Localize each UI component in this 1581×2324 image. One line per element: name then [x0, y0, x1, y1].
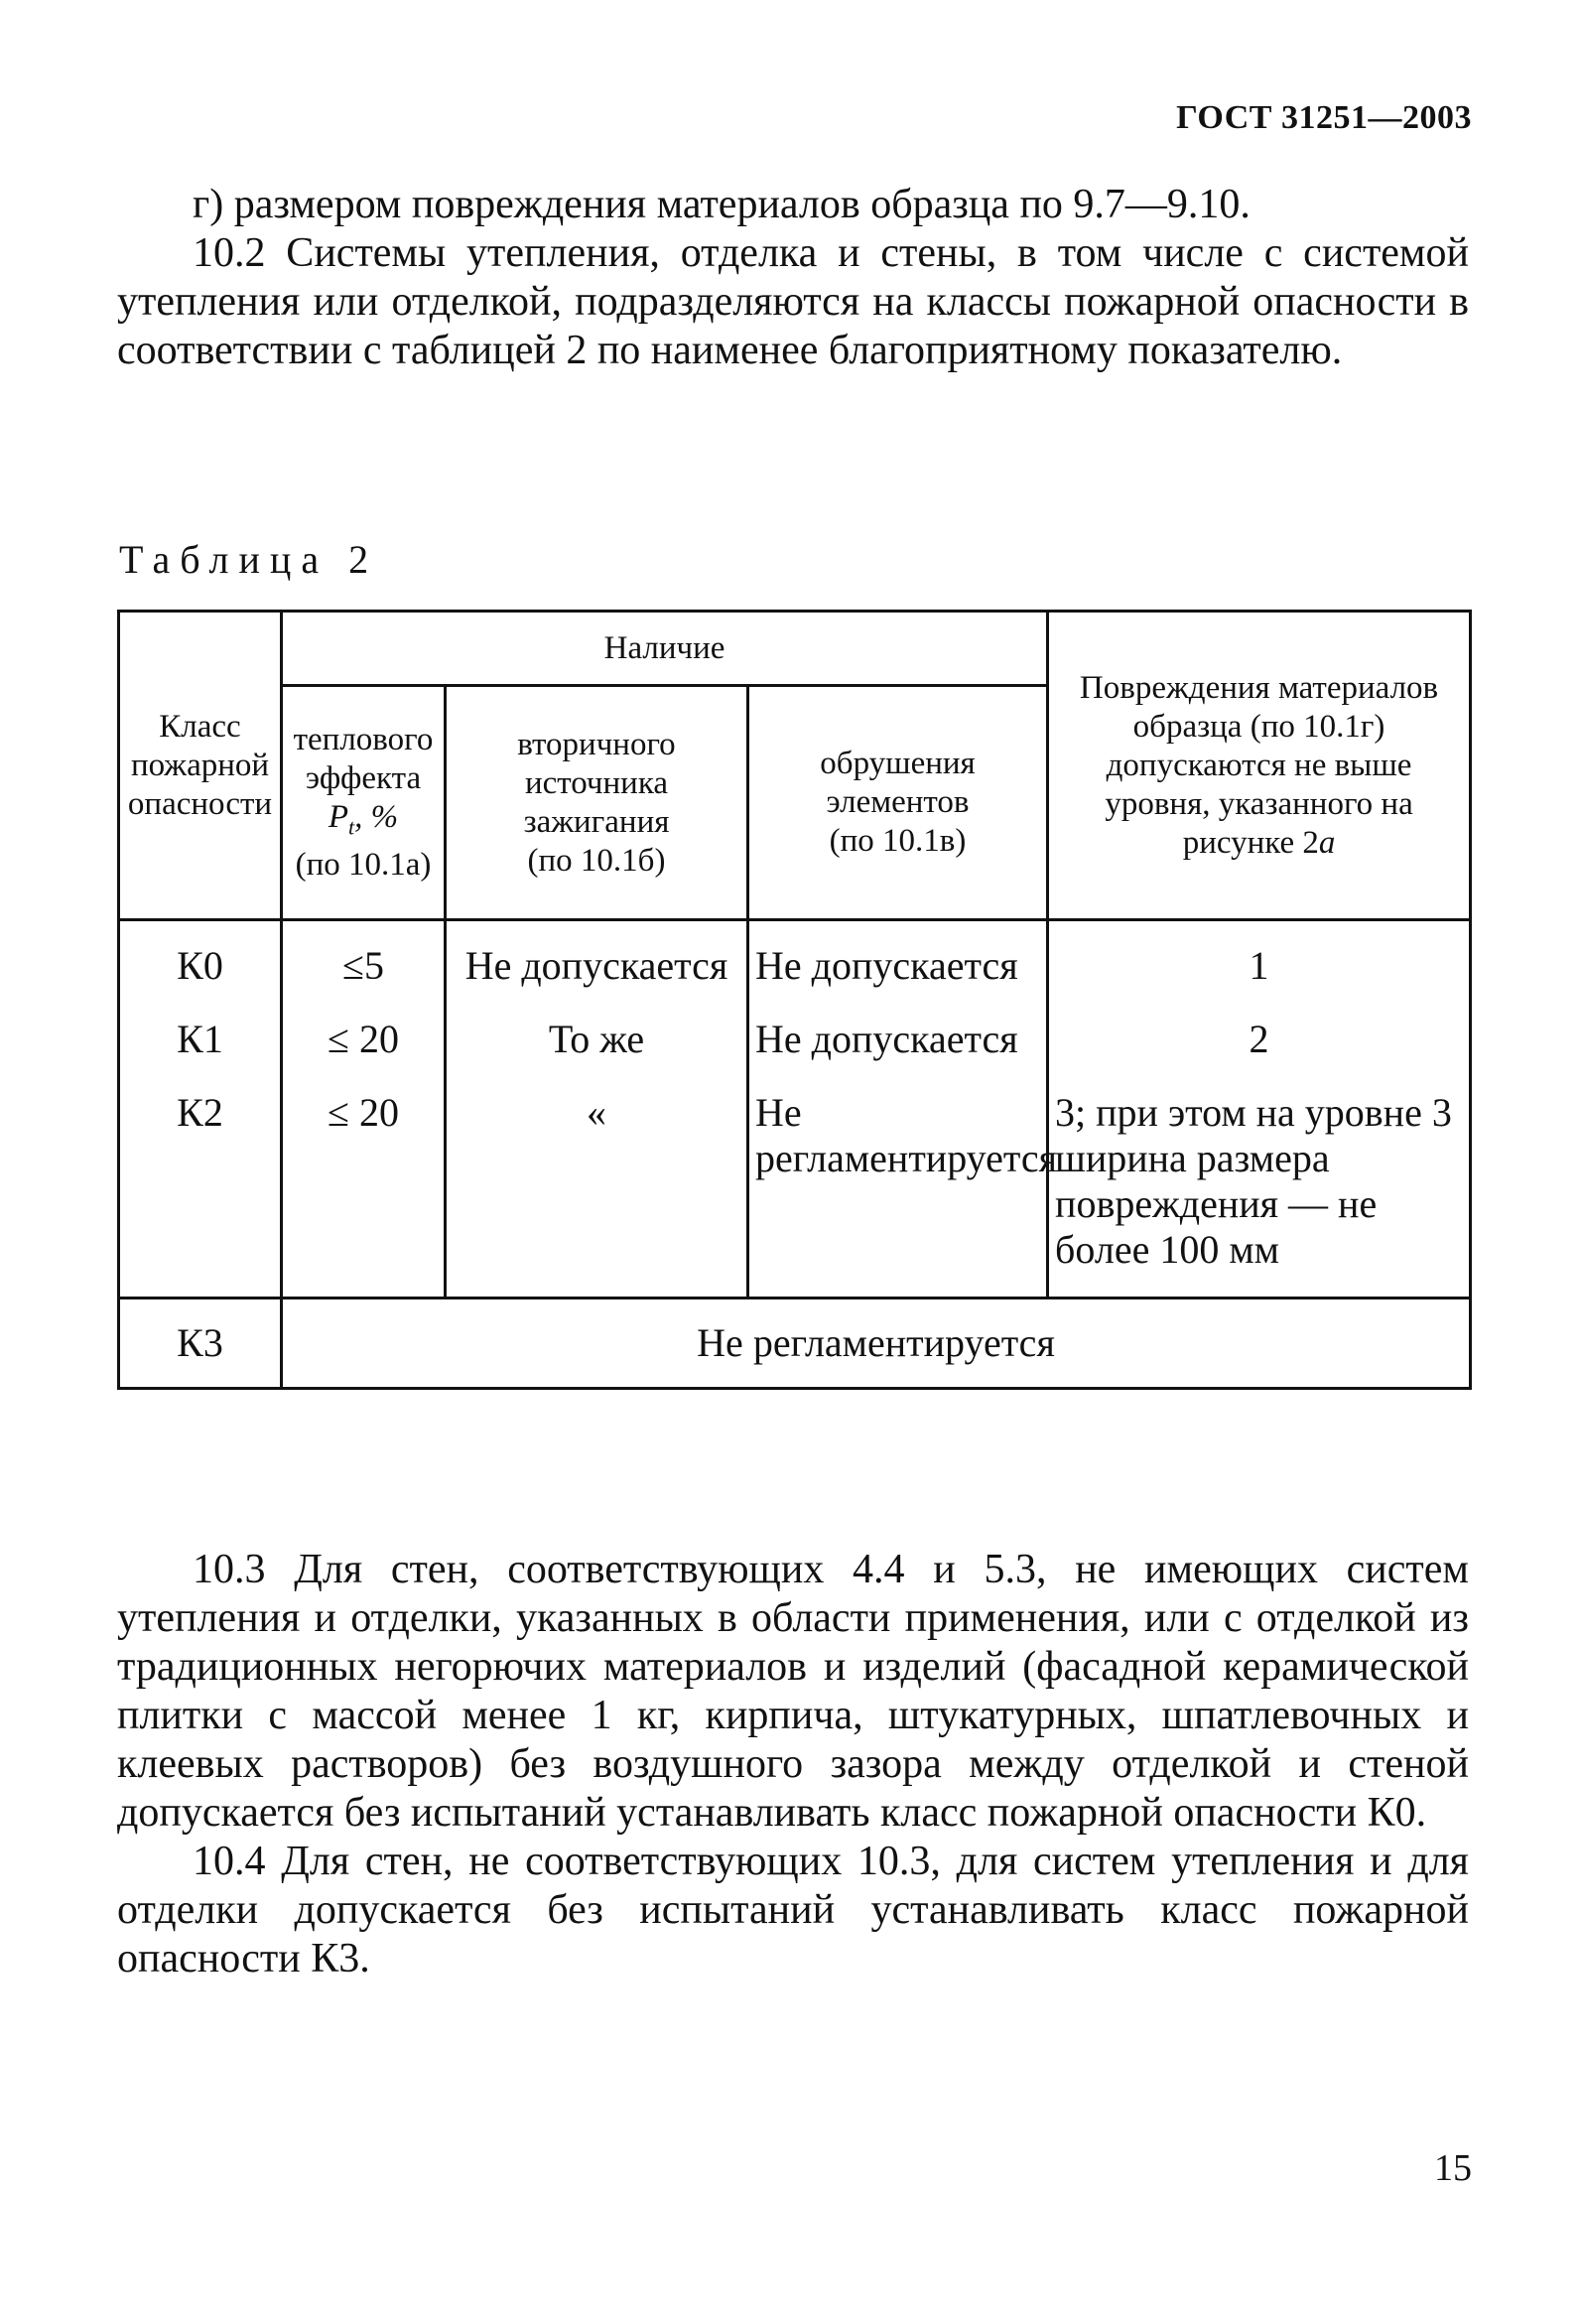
table-row [119, 1003, 1471, 1076]
paragraph-10-4: 10.4 Для стен, не соответствующих 10.3, для систем утепления и для отделки допускается без испытаний устанавливать класс пожарной опасности К3. [117, 1839, 1469, 1982]
after-text [117, 1546, 1469, 1983]
header-damage-italic: а [1318, 824, 1336, 861]
cell-secondary: То же [446, 1003, 748, 1076]
paragraph-10-3: 10.3 Для стен, соответствующих 4.4 и 5.3, не имеющих систем утепления и отделки, указанных в области применения, или с отделкой из традиционных негорючих материалов и изделий (фасадной керамической плитки с массой менее 1 кг, кирпича, штукатурных, шпатлевочных и клеевых растворов) без воздушного зазора между отделкой и стеной допускается без испытаний устанавливать класс пожарной опасности К0. [117, 1547, 1469, 1836]
header-collapse-ref: (по 10.1в) [829, 823, 967, 859]
header-thermal [282, 686, 446, 920]
paragraph-10-2: 10.2 Системы утепления, отделка и стены, в том числе с системой утепления или отделкой, подразделяются на классы пожарной опасности в соответствии с таблицей 2 по наименее благоприятному показателю. [117, 230, 1469, 373]
cell-collapse: Не регламентируется [748, 1076, 1048, 1299]
cell-damage: 3; при этом на уровне 3 ширина размера повреждения — не более 100 мм [1048, 1076, 1471, 1299]
table-row [119, 1076, 1471, 1299]
page-number: 15 [1434, 2147, 1472, 2189]
intro-text [117, 181, 1469, 375]
header-thermal-sub: t [348, 814, 355, 840]
header-group-presence: Наличие [282, 612, 1048, 686]
paragraph-item-g: г) размером повреждения материалов образца по 9.7—9.10. [193, 182, 1251, 227]
header-secondary-text: вторичного источника зажигания [517, 726, 676, 840]
fire-class-table [117, 610, 1472, 1390]
cell-collapse: Не допускается [748, 920, 1048, 1004]
cell-damage: 1 [1048, 920, 1471, 1004]
cell-thermal: ≤5 [282, 920, 446, 1004]
document-code: ГОСТ 31251—2003 [1176, 99, 1472, 136]
header-damage-text: Повреждения материалов образца (по 10.1г) допускаются не выше уровня, указанного на рисунке 2 [1079, 669, 1439, 861]
cell-collapse: Не допускается [748, 1003, 1048, 1076]
header-thermal-unit: , % [354, 798, 399, 835]
header-class: Класс пожарной опасности [119, 612, 282, 920]
table-row [119, 1299, 1471, 1389]
header-damage [1048, 612, 1471, 920]
header-secondary [446, 686, 748, 920]
cell-secondary: Не допускается [446, 920, 748, 1004]
table-caption: Таблица 2 [119, 537, 379, 582]
cell-class: К2 [119, 1076, 282, 1299]
header-secondary-ref: (по 10.1б) [527, 842, 666, 879]
cell-thermal: ≤ 20 [282, 1003, 446, 1076]
header-collapse-text: обрушения элементов [820, 746, 976, 820]
cell-not-regulated: Не регламентируется [282, 1299, 1471, 1389]
header-collapse [748, 686, 1048, 920]
cell-class: К1 [119, 1003, 282, 1076]
cell-thermal: ≤ 20 [282, 1076, 446, 1299]
cell-class: К0 [119, 920, 282, 1004]
header-thermal-ref: (по 10.1а) [295, 847, 432, 884]
table-row [119, 920, 1471, 1004]
cell-secondary: « [446, 1076, 748, 1299]
cell-damage: 2 [1048, 1003, 1471, 1076]
cell-class: К3 [119, 1299, 282, 1389]
header-thermal-text: теплового эффекта [293, 721, 434, 796]
header-thermal-symbol: P [328, 798, 349, 835]
